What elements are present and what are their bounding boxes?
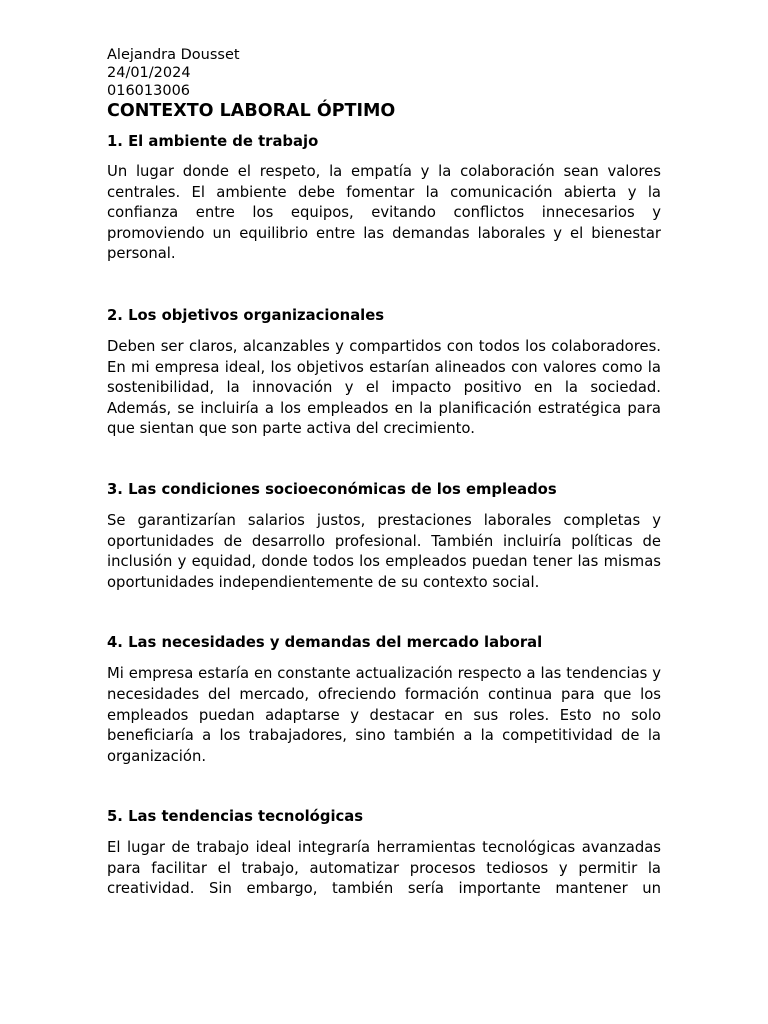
section-labor-market-needs bbox=[107, 633, 661, 767]
section-paragraph: El lugar de trabajo ideal integraría herramientas tecnológicas avanzadas para facilitar el trabajo, automatizar procesos tediosos y permitir la creatividad. Sin embargo, también sería importante mantener un bbox=[107, 839, 661, 898]
section-socioeconomic-conditions bbox=[107, 480, 661, 593]
section-technology-trends bbox=[107, 807, 661, 900]
section-paragraph: Un lugar donde el respeto, la empatía y la colaboración sean valores centrales. El ambiente debe fomentar la comunicación abierta y la confianza entre los equipos, evitando conflictos innecesarios y promoviendo un equilibrio entre las demandas laborales y el bienestar personal. bbox=[107, 163, 661, 263]
document-date: 24/01/2024 bbox=[107, 65, 191, 81]
section-paragraph: Mi empresa estaría en constante actualización respecto a las tendencias y necesidades del mercado, ofreciendo formación continua para que los empleados puedan adaptarse y destacar en sus roles. Esto no solo beneficiaría a los trabajadores, sino también a la competitividad de la organización. bbox=[107, 665, 661, 765]
section-heading: 3. Las condiciones socioeconómicas de los empleados bbox=[107, 480, 557, 498]
student-id: 016013006 bbox=[107, 83, 191, 99]
section-heading: 4. Las necesidades y demandas del mercado laboral bbox=[107, 634, 543, 652]
document-page bbox=[107, 46, 661, 900]
document-title: CONTEXTO LABORAL ÓPTIMO bbox=[107, 101, 396, 121]
section-paragraph: Deben ser claros, alcanzables y compartidos con todos los colaboradores. En mi empresa ideal, los objetivos estarían alineados con valores como la sostenibilidad, la innovación y el impacto positivo en la sociedad. Además, se incluiría a los empleados en la planificación estratégica para que sientan que son parte activa del crecimiento. bbox=[107, 337, 661, 438]
section-heading: 2. Los objetivos organizacionales bbox=[107, 306, 385, 324]
section-heading: 1. El ambiente de trabajo bbox=[107, 133, 319, 150]
author-name: Alejandra Dousset bbox=[107, 47, 240, 63]
section-paragraph: Se garantizarían salarios justos, prestaciones laborales completas y oportunidades de desarrollo profesional. También incluiría políticas de inclusión y equidad, donde todos los empleados puedan tener las mismas oportunidades independientemente de su contexto social. bbox=[107, 511, 661, 591]
section-work-environment bbox=[107, 132, 661, 265]
section-heading: 5. Las tendencias tecnológicas bbox=[107, 808, 364, 826]
section-organizational-objectives bbox=[107, 306, 661, 440]
